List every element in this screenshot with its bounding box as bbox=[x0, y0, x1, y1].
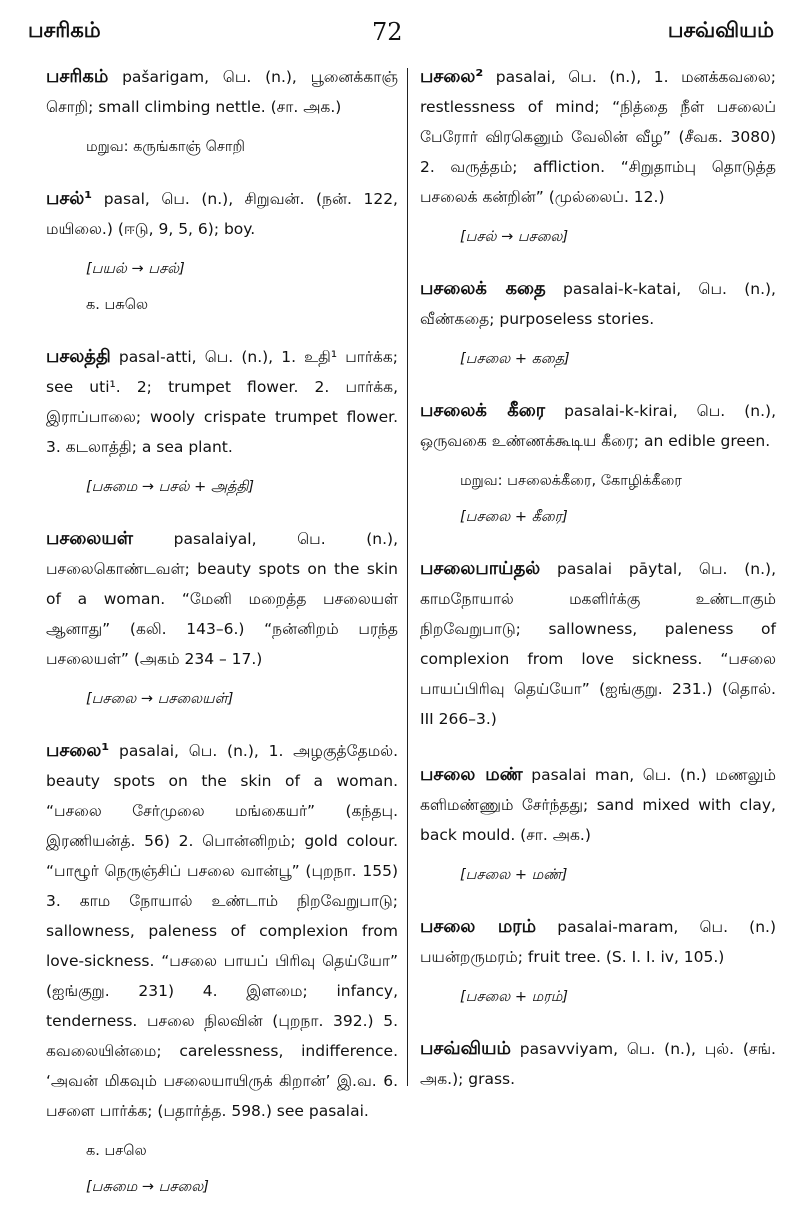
page-number: 72 bbox=[372, 18, 403, 46]
dictionary-entry bbox=[420, 760, 776, 850]
dictionary-entry bbox=[46, 736, 398, 1126]
entry-definition: pasalai-maram, பெ. (n.) பயன்றருமரம்; fruit tree. (S. I. I. iv, 105.) bbox=[420, 918, 776, 966]
entry-headword: பசலத்தி bbox=[46, 346, 111, 367]
entry-etymology: [பசல் → பசலை] bbox=[460, 229, 569, 245]
entry-headword: பசலை² bbox=[420, 66, 484, 87]
entry-definition: pasalai, பெ. (n.), 1. அழகுத்தேமல். beauty spots on the skin of a woman. “பசலை சேர்முலை மங்கையர்” (கந்தபு. இரணியன்த். 56) 2. பொன்னிறம்; gold colour. “பாழூர் நெருஞ்சிப் பசலை வான்பூ” (புறநா. 155) 3. காம நோயால் உண்டாம் நிறவேறுபாடு; sallowness, paleness of complexion from love-sickness. “பசலை பாயப் பிரிவு தெய்யோ” (ஐங்குறு. 231) 4. இளமை; infancy, tenderness. பசலை நிலவின் (புறநா. 392.) 5. கவலையின்மை; carelessness, indifference. ‘அவன் மிகவும் பசலையாயிருக் கிறான்’ இ.வ. 6. பசளை பார்க்க; (பதார்த்த. 598.) see pasalai. bbox=[46, 742, 398, 1120]
entry-definition: pašarigam, பெ. (n.), பூனைக்காஞ் சொறி; small climbing nettle. (சா. அக.) bbox=[46, 68, 398, 116]
entry-etymology: [பசுமை → பசல் + அத்தி] bbox=[86, 479, 254, 495]
entry-headword: பசலைக் கதை bbox=[420, 278, 546, 299]
entry-definition: pasalaiyal, பெ. (n.), பசலைகொண்டவள்; beauty spots on the skin of a woman. “மேனி மறைத்த பசலையள் ஆனாது” (கலி. 143–6.) “நன்னிறம் பரந்த பசலையள்” (அகம் 234 – 17.) bbox=[46, 530, 398, 668]
running-head-right: பசவ்வியம் bbox=[667, 18, 774, 42]
entry-headword: பசரிகம் bbox=[46, 66, 109, 87]
left-column bbox=[46, 62, 398, 1208]
entry-headword: பசல்¹ bbox=[46, 188, 93, 209]
entry-etymology: [பசலை + கதை] bbox=[460, 351, 570, 367]
entry-definition: pasalai-k-kirai, பெ. (n.), ஒருவகை உண்ணக்கூடிய கீரை; an edible green. bbox=[420, 402, 776, 450]
right-column bbox=[420, 62, 776, 1104]
dictionary-entry bbox=[420, 912, 776, 972]
entry-headword: பசலையள் bbox=[46, 528, 134, 549]
entry-definition: pasavviyam, பெ. (n.), புல். (சங். அக.); grass. bbox=[420, 1040, 776, 1088]
dictionary-entry bbox=[46, 184, 398, 244]
entry-etymology: [பசுமை → பசலை] bbox=[86, 1179, 209, 1195]
entry-headword: பசலை மரம் bbox=[420, 916, 537, 937]
dictionary-entry bbox=[420, 1034, 776, 1094]
page-header bbox=[0, 0, 800, 60]
running-head-left: பசரிகம் bbox=[28, 18, 101, 42]
dictionary-entry bbox=[46, 342, 398, 462]
dictionary-entry bbox=[420, 554, 776, 734]
entry-definition: pasal-atti, பெ. (n.), 1. உதி¹ பார்க்க; see uti¹. 2; trumpet flower. 2. பார்க்க, இராப்பாலை; wooly crispate trumpet flower. 3. கடலாத்தி; a sea plant. bbox=[46, 348, 398, 456]
dictionary-entry bbox=[46, 524, 398, 674]
entry-definition: pasalai man, பெ. (n.) மணலும் களிமண்ணும் சேர்ந்தது; sand mixed with clay, back mould. (சா. அக.) bbox=[420, 766, 776, 844]
entry-etymology: [பசலை + மண்] bbox=[460, 867, 568, 883]
entry-etymology: [பசலை + கீரை] bbox=[460, 509, 568, 525]
entry-headword: பசலை மண் bbox=[420, 764, 523, 785]
dictionary-entry bbox=[420, 274, 776, 334]
entry-cognate: க. பசலெ bbox=[86, 1143, 147, 1159]
entry-headword: பசலைபாய்தல் bbox=[420, 558, 541, 579]
entry-variant: மறுவ: கருங்காஞ் சொறி bbox=[86, 139, 245, 155]
entry-etymology: [பயல் → பசல்] bbox=[86, 261, 185, 277]
entry-variant: மறுவ: பசலைக்கீரை, கோழிக்கீரை bbox=[460, 473, 682, 489]
entry-etymology: [பசலை + மரம்] bbox=[460, 989, 569, 1005]
dictionary-entry bbox=[420, 396, 776, 456]
entry-cognate: க. பசுலெ bbox=[86, 297, 149, 313]
entry-etymology: [பசலை → பசலையள்] bbox=[86, 691, 234, 707]
entry-definition: pasalai pāytal, பெ. (n.), காமநோயால் மகளிர்க்கு உண்டாகும் நிறவேறுபாடு; sallowness, paleness of complexion from love sickness. “பசலை பாயப்பிரிவு தெய்யோ” (ஐங்குறு. 231.) (தொல். III 266–3.) bbox=[420, 560, 776, 728]
entry-headword: பசலை¹ bbox=[46, 740, 110, 761]
entry-definition: pasalai, பெ. (n.), 1. மனக்கவலை; restlessness of mind; “நித்தை நீள் பசலைப் பேரோர் விரகெனும் வேலின் வீழ” (சீவக. 3080) 2. வருத்தம்; affliction. “சிறுதாம்பு தொடுத்த பசலைக் கன்றின்” (முல்லைப். 12.) bbox=[420, 68, 776, 206]
dictionary-entry bbox=[420, 62, 776, 212]
dictionary-entry bbox=[46, 62, 398, 122]
entry-definition: pasalai-k-katai, பெ. (n.), வீண்கதை; purposeless stories. bbox=[420, 280, 776, 328]
entry-headword: பசலைக் கீரை bbox=[420, 400, 546, 421]
entry-definition: pasal, பெ. (n.), சிறுவன். (நன். 122, மயிலை.) (ஈடு, 9, 5, 6); boy. bbox=[46, 190, 398, 238]
entry-headword: பசவ்வியம் bbox=[420, 1038, 511, 1059]
column-divider bbox=[407, 68, 408, 1086]
